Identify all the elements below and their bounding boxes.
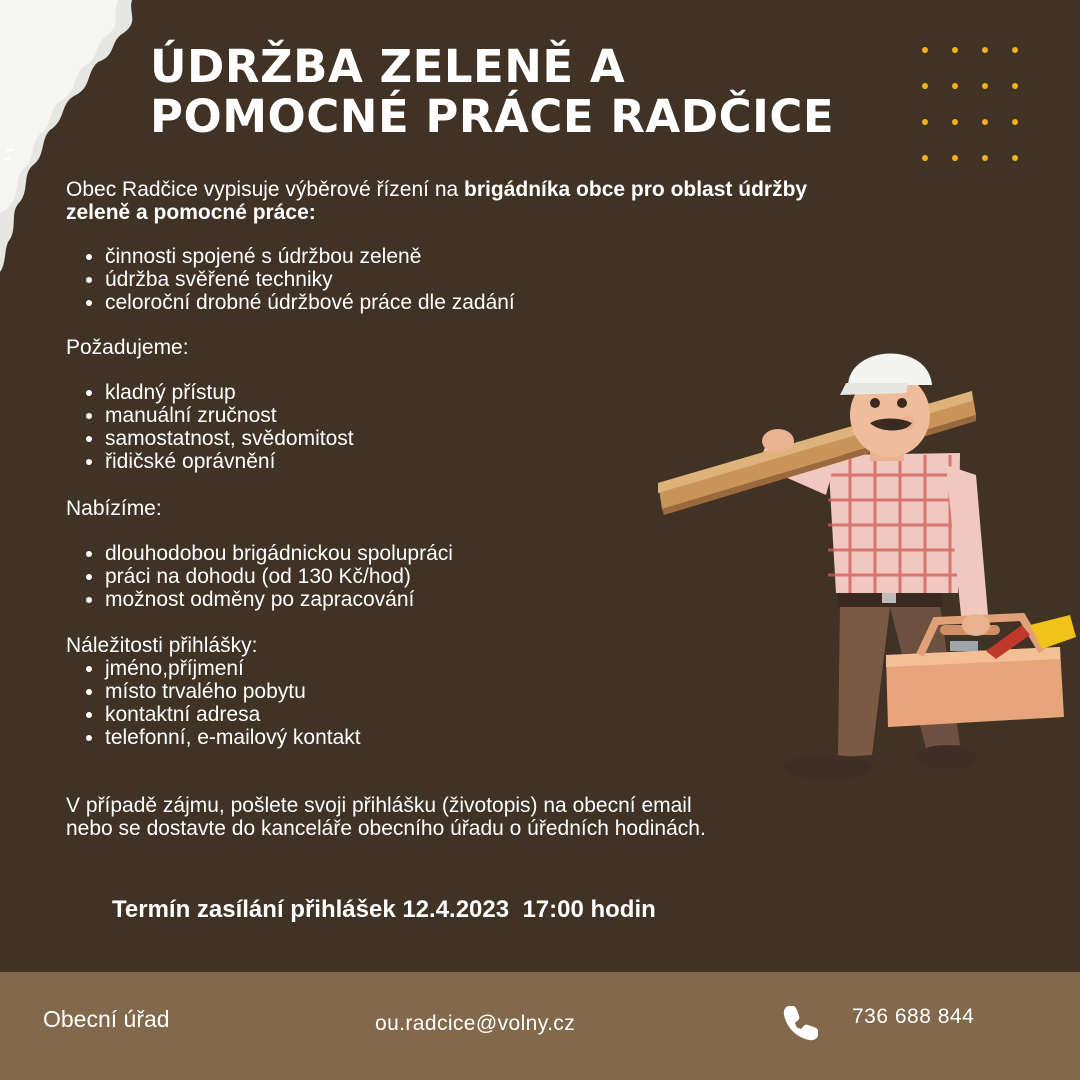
list-item: celoroční drobné údržbové práce dle zadání (66, 291, 846, 314)
offer-label: Nabízíme: (66, 497, 162, 520)
list-item: řidičské oprávnění (66, 450, 846, 473)
intro-bold-text: brigádníka obce pro oblast údržby zeleně a pomocné práce: (66, 178, 808, 224)
list-item: možnost odměny po zapracování (66, 588, 846, 611)
phone-icon (780, 1002, 822, 1044)
duties-list (66, 245, 846, 314)
decorative-dot (1012, 47, 1018, 53)
list-item: dlouhodobou brigádnickou spolupráci (66, 542, 846, 565)
contact-note (66, 794, 846, 840)
decorative-dot (1012, 83, 1018, 89)
decorative-dot (982, 119, 988, 125)
contact-note-line-1: V případě zájmu, pošlete svoji přihlášku (životopis) na obecní email (66, 794, 692, 817)
decorative-dot (1012, 119, 1018, 125)
decorative-dot (922, 119, 928, 125)
list-item: místo trvalého pobytu (66, 680, 846, 703)
decorative-dot (1012, 155, 1018, 161)
application-label: Náležitosti přihlášky: (66, 634, 258, 657)
contact-note-line-2: nebo se dostavte do kanceláře obecního úřadu o úředních hodinách. (66, 817, 706, 840)
intro-text: Obec Radčice vypisuje výběrové řízení na (66, 178, 465, 201)
list-item: kontaktní adresa (66, 703, 846, 726)
decorative-dot (952, 47, 958, 53)
decorative-dot (982, 83, 988, 89)
list-item: kladný přístup (66, 381, 846, 404)
intro-paragraph (66, 178, 846, 224)
title-line-2: POMOCNÉ PRÁCE RADČICE (150, 90, 835, 143)
decorative-dot (952, 155, 958, 161)
list-item: manuální zručnost (66, 404, 846, 427)
list-item: jméno,příjmení (66, 657, 846, 680)
decorative-dot (922, 155, 928, 161)
decorative-dot (922, 83, 928, 89)
dot-grid-decoration (922, 47, 1032, 167)
requirements-label: Požadujeme: (66, 336, 189, 359)
list-item: údržba svěřené techniky (66, 268, 846, 291)
decorative-dot (922, 47, 928, 53)
title-line-1: ÚDRŽBA ZELENĚ A (150, 40, 626, 93)
decorative-dot (982, 47, 988, 53)
footer-email-link[interactable]: ou.radcice@volny.cz (375, 1012, 576, 1035)
list-item: činnosti spojené s údržbou zeleně (66, 245, 846, 268)
footer-phone-number[interactable]: 736 688 844 (852, 1005, 975, 1028)
decorative-dot (952, 83, 958, 89)
page-title (150, 42, 950, 142)
footer-office: Obecní úřad (43, 1006, 170, 1032)
list-item: práci na dohodu (od 130 Kč/hod) (66, 565, 846, 588)
decorative-dot (952, 119, 958, 125)
list-item: telefonní, e-mailový kontakt (66, 726, 846, 749)
worker-illustration (650, 325, 1080, 785)
decorative-dot (982, 155, 988, 161)
deadline-text: Termín zasílání přihlášek 12.4.2023 17:00 hodin (112, 896, 656, 923)
list-item: samostatnost, svědomitost (66, 427, 846, 450)
